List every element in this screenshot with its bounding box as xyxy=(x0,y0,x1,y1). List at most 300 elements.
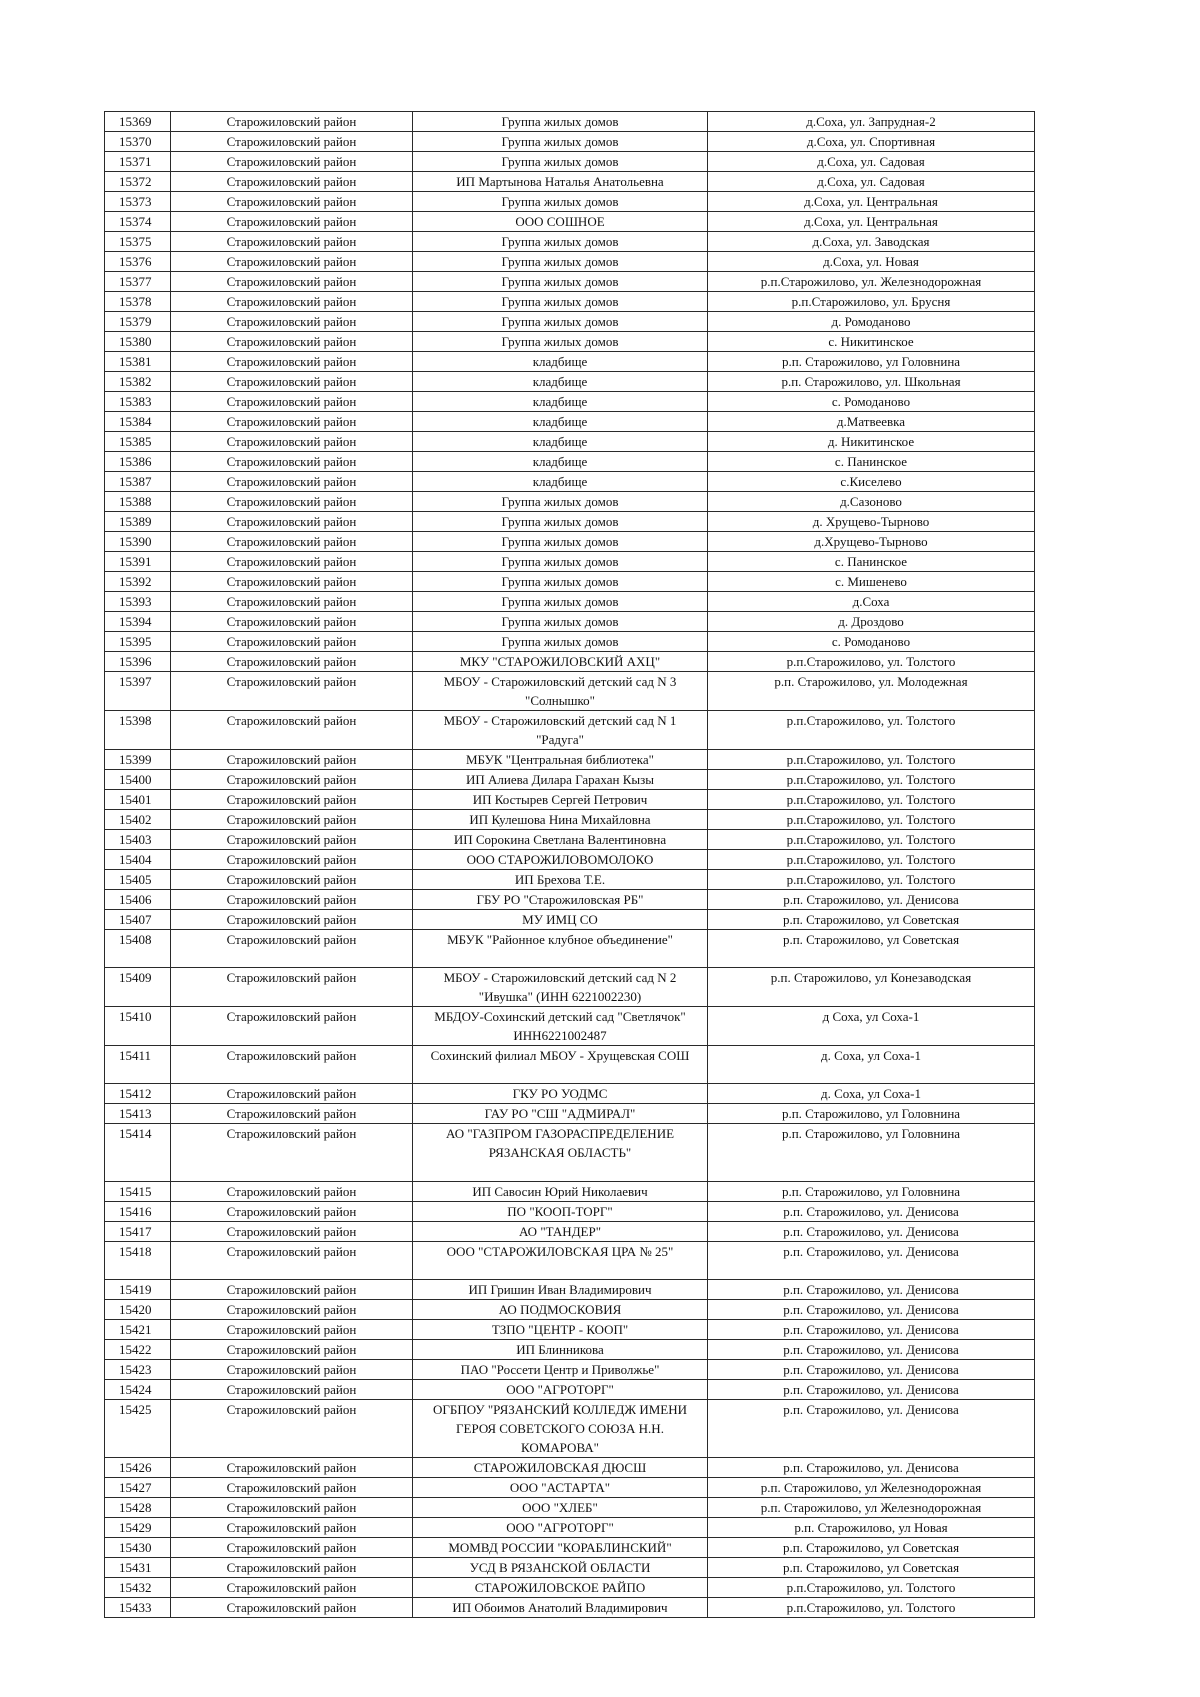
address-cell: д.Соха, ул. Запрудная-2 xyxy=(708,112,1035,132)
address-cell: д.Соха, ул. Новая xyxy=(708,252,1035,272)
district-cell: Старожиловский район xyxy=(171,1007,413,1046)
row-number-cell: 15386 xyxy=(105,452,171,472)
table-row xyxy=(105,930,1035,968)
district-cell: Старожиловский район xyxy=(171,632,413,652)
row-number-cell: 15384 xyxy=(105,412,171,432)
object-name-cell: Группа жилых домов xyxy=(413,552,708,572)
table-row xyxy=(105,412,1035,432)
object-name-cell: кладбище xyxy=(413,392,708,412)
table-row xyxy=(105,1124,1035,1182)
object-name-cell: ГАУ РО "СШ "АДМИРАЛ" xyxy=(413,1104,708,1124)
table-row xyxy=(105,1046,1035,1084)
address-cell: р.п. Старожилово, ул Железнодорожная xyxy=(708,1478,1035,1498)
district-cell: Старожиловский район xyxy=(171,292,413,312)
district-cell: Старожиловский район xyxy=(171,1202,413,1222)
row-number-cell: 15401 xyxy=(105,790,171,810)
address-cell: д. Ромоданово xyxy=(708,312,1035,332)
district-cell: Старожиловский район xyxy=(171,672,413,711)
address-cell: р.п.Старожилово, ул. Толстого xyxy=(708,850,1035,870)
object-name-cell: кладбище xyxy=(413,452,708,472)
district-cell: Старожиловский район xyxy=(171,1046,413,1084)
address-cell: д Соха, ул Соха-1 xyxy=(708,1007,1035,1046)
district-cell: Старожиловский район xyxy=(171,532,413,552)
district-cell: Старожиловский район xyxy=(171,1538,413,1558)
district-cell: Старожиловский район xyxy=(171,132,413,152)
address-cell: р.п. Старожилово, ул. Денисова xyxy=(708,1340,1035,1360)
table-row xyxy=(105,632,1035,652)
address-cell: р.п. Старожилово, ул. Денисова xyxy=(708,1280,1035,1300)
row-number-cell: 15374 xyxy=(105,212,171,232)
row-number-cell: 15410 xyxy=(105,1007,171,1046)
object-name-cell: ИП Алиева Дилара Гарахан Кызы xyxy=(413,770,708,790)
object-name-cell: Группа жилых домов xyxy=(413,312,708,332)
address-cell: р.п.Старожилово, ул. Толстого xyxy=(708,790,1035,810)
address-cell: р.п.Старожилово, ул. Толстого xyxy=(708,750,1035,770)
address-cell: р.п. Старожилово, ул Советская xyxy=(708,1558,1035,1578)
address-cell: р.п.Старожилово, ул. Толстого xyxy=(708,810,1035,830)
table-row xyxy=(105,850,1035,870)
table-row xyxy=(105,1400,1035,1458)
table-row xyxy=(105,1360,1035,1380)
district-cell: Старожиловский район xyxy=(171,1242,413,1280)
table-row xyxy=(105,112,1035,132)
table-row xyxy=(105,212,1035,232)
address-cell: р.п.Старожилово, ул. Брусня xyxy=(708,292,1035,312)
address-cell: д.Соха, ул. Заводская xyxy=(708,232,1035,252)
district-cell: Старожиловский район xyxy=(171,1084,413,1104)
object-name-cell: ООО "АГРОТОРГ" xyxy=(413,1518,708,1538)
address-cell: р.п. Старожилово, ул. Денисова xyxy=(708,890,1035,910)
row-number-cell: 15370 xyxy=(105,132,171,152)
row-number-cell: 15372 xyxy=(105,172,171,192)
address-cell: д.Хрущево-Тырново xyxy=(708,532,1035,552)
object-name-cell: Группа жилых домов xyxy=(413,232,708,252)
row-number-cell: 15409 xyxy=(105,968,171,1007)
row-number-cell: 15393 xyxy=(105,592,171,612)
district-cell: Старожиловский район xyxy=(171,1182,413,1202)
district-cell: Старожиловский район xyxy=(171,1124,413,1182)
address-cell: р.п. Старожилово, ул. Денисова xyxy=(708,1222,1035,1242)
table-row xyxy=(105,790,1035,810)
object-name-cell: кладбище xyxy=(413,472,708,492)
district-cell: Старожиловский район xyxy=(171,472,413,492)
table-row xyxy=(105,372,1035,392)
district-cell: Старожиловский район xyxy=(171,810,413,830)
district-cell: Старожиловский район xyxy=(171,1320,413,1340)
address-cell: р.п. Старожилово, ул. Денисова xyxy=(708,1380,1035,1400)
address-cell: р.п. Старожилово, ул Советская xyxy=(708,930,1035,968)
district-cell: Старожиловский район xyxy=(171,910,413,930)
table-row xyxy=(105,652,1035,672)
district-cell: Старожиловский район xyxy=(171,492,413,512)
object-name-cell: МБДОУ-Сохинский детский сад "Светлячок" ИНН6221002487 xyxy=(413,1007,708,1046)
table-row xyxy=(105,392,1035,412)
row-number-cell: 15431 xyxy=(105,1558,171,1578)
object-name-cell: Группа жилых домов xyxy=(413,632,708,652)
address-cell: д. Соха, ул Соха-1 xyxy=(708,1046,1035,1084)
table-row xyxy=(105,672,1035,711)
address-cell: с. Никитинское xyxy=(708,332,1035,352)
district-cell: Старожиловский район xyxy=(171,312,413,332)
address-cell: с.Киселево xyxy=(708,472,1035,492)
table-row xyxy=(105,910,1035,930)
district-cell: Старожиловский район xyxy=(171,352,413,372)
district-cell: Старожиловский район xyxy=(171,1498,413,1518)
district-cell: Старожиловский район xyxy=(171,432,413,452)
object-name-cell: СТАРОЖИЛОВСКАЯ ДЮСШ xyxy=(413,1458,708,1478)
object-name-cell: АО ПОДМОСКОВИЯ xyxy=(413,1300,708,1320)
address-cell: р.п.Старожилово, ул. Толстого xyxy=(708,870,1035,890)
object-name-cell: ОГБПОУ "РЯЗАНСКИЙ КОЛЛЕДЖ ИМЕНИ ГЕРОЯ СОВЕТСКОГО СОЮЗА Н.Н. КОМАРОВА" xyxy=(413,1400,708,1458)
table-row xyxy=(105,711,1035,750)
district-cell: Старожиловский район xyxy=(171,552,413,572)
object-name-cell: ИП Блинникова xyxy=(413,1340,708,1360)
address-cell: р.п. Старожилово, ул Головнина xyxy=(708,352,1035,372)
district-cell: Старожиловский район xyxy=(171,572,413,592)
table-row xyxy=(105,152,1035,172)
table-row xyxy=(105,1458,1035,1478)
address-cell: р.п. Старожилово, ул. Денисова xyxy=(708,1360,1035,1380)
row-number-cell: 15433 xyxy=(105,1598,171,1618)
table-row xyxy=(105,890,1035,910)
address-cell: с. Мишенево xyxy=(708,572,1035,592)
table-row xyxy=(105,292,1035,312)
object-name-cell: УСД В РЯЗАНСКОЙ ОБЛАСТИ xyxy=(413,1558,708,1578)
table-row xyxy=(105,1280,1035,1300)
address-cell: д.Соха, ул. Садовая xyxy=(708,152,1035,172)
address-cell: р.п. Старожилово, ул Головнина xyxy=(708,1182,1035,1202)
object-name-cell: Группа жилых домов xyxy=(413,112,708,132)
object-name-cell: МБУК "Центральная библиотека" xyxy=(413,750,708,770)
row-number-cell: 15400 xyxy=(105,770,171,790)
table-row xyxy=(105,452,1035,472)
table-row xyxy=(105,532,1035,552)
object-name-cell: ИП Обоимов Анатолий Владимирович xyxy=(413,1598,708,1618)
object-name-cell: ООО СОШНОЕ xyxy=(413,212,708,232)
table-row xyxy=(105,1380,1035,1400)
district-cell: Старожиловский район xyxy=(171,652,413,672)
address-cell: р.п.Старожилово, ул. Толстого xyxy=(708,770,1035,790)
table-row xyxy=(105,870,1035,890)
row-number-cell: 15427 xyxy=(105,1478,171,1498)
district-cell: Старожиловский район xyxy=(171,1222,413,1242)
table-row xyxy=(105,132,1035,152)
row-number-cell: 15391 xyxy=(105,552,171,572)
district-cell: Старожиловский район xyxy=(171,1458,413,1478)
row-number-cell: 15382 xyxy=(105,372,171,392)
address-cell: р.п.Старожилово, ул. Толстого xyxy=(708,711,1035,750)
table-row xyxy=(105,492,1035,512)
table-row xyxy=(105,1007,1035,1046)
row-number-cell: 15430 xyxy=(105,1538,171,1558)
row-number-cell: 15429 xyxy=(105,1518,171,1538)
row-number-cell: 15397 xyxy=(105,672,171,711)
table-row xyxy=(105,1242,1035,1280)
row-number-cell: 15389 xyxy=(105,512,171,532)
registry-table xyxy=(104,111,1035,1618)
object-name-cell: кладбище xyxy=(413,372,708,392)
row-number-cell: 15416 xyxy=(105,1202,171,1222)
row-number-cell: 15417 xyxy=(105,1222,171,1242)
row-number-cell: 15398 xyxy=(105,711,171,750)
row-number-cell: 15395 xyxy=(105,632,171,652)
object-name-cell: ИП Кулешова Нина Михайловна xyxy=(413,810,708,830)
object-name-cell: Группа жилых домов xyxy=(413,332,708,352)
table-row xyxy=(105,1320,1035,1340)
object-name-cell: Группа жилых домов xyxy=(413,512,708,532)
district-cell: Старожиловский район xyxy=(171,1400,413,1458)
row-number-cell: 15387 xyxy=(105,472,171,492)
district-cell: Старожиловский район xyxy=(171,232,413,252)
row-number-cell: 15394 xyxy=(105,612,171,632)
object-name-cell: ИП Брехова Т.Е. xyxy=(413,870,708,890)
address-cell: р.п.Старожилово, ул. Толстого xyxy=(708,1598,1035,1618)
table-row xyxy=(105,1182,1035,1202)
row-number-cell: 15405 xyxy=(105,870,171,890)
district-cell: Старожиловский район xyxy=(171,968,413,1007)
row-number-cell: 15412 xyxy=(105,1084,171,1104)
district-cell: Старожиловский район xyxy=(171,1578,413,1598)
object-name-cell: ООО "ХЛЕБ" xyxy=(413,1498,708,1518)
object-name-cell: ПАО "Россети Центр и Приволжье" xyxy=(413,1360,708,1380)
address-cell: р.п. Старожилово, ул. Денисова xyxy=(708,1242,1035,1280)
table-row xyxy=(105,1300,1035,1320)
table-row xyxy=(105,252,1035,272)
address-cell: с. Панинское xyxy=(708,452,1035,472)
row-number-cell: 15381 xyxy=(105,352,171,372)
table-row xyxy=(105,1578,1035,1598)
row-number-cell: 15373 xyxy=(105,192,171,212)
row-number-cell: 15408 xyxy=(105,930,171,968)
row-number-cell: 15406 xyxy=(105,890,171,910)
address-cell: р.п.Старожилово, ул. Толстого xyxy=(708,652,1035,672)
object-name-cell: МБОУ - Старожиловский детский сад N 1 "Радуга" xyxy=(413,711,708,750)
address-cell: р.п.Старожилово, ул. Толстого xyxy=(708,830,1035,850)
table-row xyxy=(105,592,1035,612)
address-cell: р.п. Старожилово, ул. Денисова xyxy=(708,1400,1035,1458)
address-cell: р.п. Старожилово, ул. Молодежная xyxy=(708,672,1035,711)
address-cell: д. Дроздово xyxy=(708,612,1035,632)
address-cell: р.п. Старожилово, ул Советская xyxy=(708,1538,1035,1558)
table-row xyxy=(105,612,1035,632)
district-cell: Старожиловский район xyxy=(171,711,413,750)
object-name-cell: МБОУ - Старожиловский детский сад N 3 "Солнышко" xyxy=(413,672,708,711)
district-cell: Старожиловский район xyxy=(171,612,413,632)
table-row xyxy=(105,472,1035,492)
table-row xyxy=(105,172,1035,192)
district-cell: Старожиловский район xyxy=(171,770,413,790)
object-name-cell: ГКУ РО УОДМС xyxy=(413,1084,708,1104)
district-cell: Старожиловский район xyxy=(171,1300,413,1320)
row-number-cell: 15423 xyxy=(105,1360,171,1380)
table-row xyxy=(105,432,1035,452)
row-number-cell: 15424 xyxy=(105,1380,171,1400)
row-number-cell: 15411 xyxy=(105,1046,171,1084)
district-cell: Старожиловский район xyxy=(171,272,413,292)
row-number-cell: 15380 xyxy=(105,332,171,352)
object-name-cell: Группа жилых домов xyxy=(413,612,708,632)
table-row xyxy=(105,332,1035,352)
district-cell: Старожиловский район xyxy=(171,172,413,192)
row-number-cell: 15378 xyxy=(105,292,171,312)
table-row xyxy=(105,232,1035,252)
table-row xyxy=(105,1518,1035,1538)
object-name-cell: МУ ИМЦ СО xyxy=(413,910,708,930)
object-name-cell: СТАРОЖИЛОВСКОЕ РАЙПО xyxy=(413,1578,708,1598)
district-cell: Старожиловский район xyxy=(171,830,413,850)
row-number-cell: 15426 xyxy=(105,1458,171,1478)
registry-body xyxy=(105,112,1035,1618)
object-name-cell: ООО "АГРОТОРГ" xyxy=(413,1380,708,1400)
address-cell: р.п. Старожилово, ул. Денисова xyxy=(708,1320,1035,1340)
object-name-cell: ИП Мартынова Наталья Анатольевна xyxy=(413,172,708,192)
table-row xyxy=(105,192,1035,212)
row-number-cell: 15402 xyxy=(105,810,171,830)
district-cell: Старожиловский район xyxy=(171,112,413,132)
district-cell: Старожиловский район xyxy=(171,1104,413,1124)
row-number-cell: 15383 xyxy=(105,392,171,412)
district-cell: Старожиловский район xyxy=(171,192,413,212)
address-cell: р.п.Старожилово, ул. Железнодорожная xyxy=(708,272,1035,292)
address-cell: д.Матвеевка xyxy=(708,412,1035,432)
district-cell: Старожиловский район xyxy=(171,870,413,890)
object-name-cell: кладбище xyxy=(413,412,708,432)
district-cell: Старожиловский район xyxy=(171,850,413,870)
table-row xyxy=(105,1538,1035,1558)
table-row xyxy=(105,1084,1035,1104)
address-cell: д.Соха xyxy=(708,592,1035,612)
address-cell: д.Соха, ул. Центральная xyxy=(708,212,1035,232)
object-name-cell: МОМВД РОССИИ "КОРАБЛИНСКИЙ" xyxy=(413,1538,708,1558)
address-cell: д.Соха, ул. Центральная xyxy=(708,192,1035,212)
district-cell: Старожиловский район xyxy=(171,750,413,770)
row-number-cell: 15371 xyxy=(105,152,171,172)
district-cell: Старожиловский район xyxy=(171,1478,413,1498)
row-number-cell: 15376 xyxy=(105,252,171,272)
address-cell: с. Ромоданово xyxy=(708,392,1035,412)
address-cell: р.п. Старожилово, ул. Денисова xyxy=(708,1458,1035,1478)
object-name-cell: Группа жилых домов xyxy=(413,292,708,312)
table-row xyxy=(105,272,1035,292)
address-cell: р.п. Старожилово, ул Железнодорожная xyxy=(708,1498,1035,1518)
row-number-cell: 15421 xyxy=(105,1320,171,1340)
row-number-cell: 15422 xyxy=(105,1340,171,1360)
object-name-cell: МБОУ - Старожиловский детский сад N 2 "Ивушка" (ИНН 6221002230) xyxy=(413,968,708,1007)
row-number-cell: 15413 xyxy=(105,1104,171,1124)
row-number-cell: 15418 xyxy=(105,1242,171,1280)
district-cell: Старожиловский район xyxy=(171,152,413,172)
row-number-cell: 15432 xyxy=(105,1578,171,1598)
address-cell: р.п. Старожилово, ул Новая xyxy=(708,1518,1035,1538)
table-row xyxy=(105,1340,1035,1360)
district-cell: Старожиловский район xyxy=(171,890,413,910)
address-cell: д.Соха, ул. Спортивная xyxy=(708,132,1035,152)
district-cell: Старожиловский район xyxy=(171,252,413,272)
row-number-cell: 15419 xyxy=(105,1280,171,1300)
object-name-cell: кладбище xyxy=(413,352,708,372)
address-cell: д. Соха, ул Соха-1 xyxy=(708,1084,1035,1104)
address-cell: д. Хрущево-Тырново xyxy=(708,512,1035,532)
address-cell: д. Никитинское xyxy=(708,432,1035,452)
object-name-cell: ИП Савосин Юрий Николаевич xyxy=(413,1182,708,1202)
address-cell: р.п.Старожилово, ул. Толстого xyxy=(708,1578,1035,1598)
row-number-cell: 15403 xyxy=(105,830,171,850)
object-name-cell: Группа жилых домов xyxy=(413,272,708,292)
object-name-cell: Группа жилых домов xyxy=(413,572,708,592)
district-cell: Старожиловский район xyxy=(171,592,413,612)
object-name-cell: МКУ "СТАРОЖИЛОВСКИЙ АХЦ" xyxy=(413,652,708,672)
district-cell: Старожиловский район xyxy=(171,512,413,532)
object-name-cell: Группа жилых домов xyxy=(413,252,708,272)
district-cell: Старожиловский район xyxy=(171,1558,413,1578)
address-cell: р.п. Старожилово, ул Головнина xyxy=(708,1124,1035,1182)
address-cell: р.п. Старожилово, ул. Денисова xyxy=(708,1300,1035,1320)
row-number-cell: 15399 xyxy=(105,750,171,770)
row-number-cell: 15390 xyxy=(105,532,171,552)
object-name-cell: кладбище xyxy=(413,432,708,452)
table-row xyxy=(105,312,1035,332)
district-cell: Старожиловский район xyxy=(171,212,413,232)
row-number-cell: 15379 xyxy=(105,312,171,332)
row-number-cell: 15428 xyxy=(105,1498,171,1518)
row-number-cell: 15377 xyxy=(105,272,171,292)
district-cell: Старожиловский район xyxy=(171,1360,413,1380)
row-number-cell: 15415 xyxy=(105,1182,171,1202)
table-row xyxy=(105,552,1035,572)
object-name-cell: ООО "СТАРОЖИЛОВСКАЯ ЦРА № 25" xyxy=(413,1242,708,1280)
row-number-cell: 15392 xyxy=(105,572,171,592)
row-number-cell: 15414 xyxy=(105,1124,171,1182)
row-number-cell: 15404 xyxy=(105,850,171,870)
address-cell: р.п. Старожилово, ул. Денисова xyxy=(708,1202,1035,1222)
district-cell: Старожиловский район xyxy=(171,1518,413,1538)
row-number-cell: 15385 xyxy=(105,432,171,452)
row-number-cell: 15396 xyxy=(105,652,171,672)
address-cell: р.п. Старожилово, ул Головнина xyxy=(708,1104,1035,1124)
object-name-cell: Группа жилых домов xyxy=(413,132,708,152)
district-cell: Старожиловский район xyxy=(171,790,413,810)
row-number-cell: 15375 xyxy=(105,232,171,252)
table-row xyxy=(105,750,1035,770)
address-cell: р.п. Старожилово, ул Конезаводская xyxy=(708,968,1035,1007)
object-name-cell: ИП Костырев Сергей Петрович xyxy=(413,790,708,810)
object-name-cell: ПО "КООП-ТОРГ" xyxy=(413,1202,708,1222)
object-name-cell: Группа жилых домов xyxy=(413,192,708,212)
table-row xyxy=(105,1558,1035,1578)
table-row xyxy=(105,1498,1035,1518)
object-name-cell: ТЗПО "ЦЕНТР - КООП" xyxy=(413,1320,708,1340)
address-cell: р.п. Старожилово, ул Советская xyxy=(708,910,1035,930)
table-row xyxy=(105,830,1035,850)
row-number-cell: 15388 xyxy=(105,492,171,512)
object-name-cell: Группа жилых домов xyxy=(413,592,708,612)
row-number-cell: 15407 xyxy=(105,910,171,930)
object-name-cell: ИП Гришин Иван Владимирович xyxy=(413,1280,708,1300)
table-row xyxy=(105,572,1035,592)
district-cell: Старожиловский район xyxy=(171,930,413,968)
table-row xyxy=(105,1202,1035,1222)
table-row xyxy=(105,770,1035,790)
object-name-cell: ООО СТАРОЖИЛОВОМОЛОКО xyxy=(413,850,708,870)
table-row xyxy=(105,810,1035,830)
object-name-cell: Группа жилых домов xyxy=(413,492,708,512)
district-cell: Старожиловский район xyxy=(171,1280,413,1300)
district-cell: Старожиловский район xyxy=(171,1598,413,1618)
table-row xyxy=(105,1478,1035,1498)
table-row xyxy=(105,1222,1035,1242)
object-name-cell: АО "ГАЗПРОМ ГАЗОРАСПРЕДЕЛЕНИЕ РЯЗАНСКАЯ ОБЛАСТЬ" xyxy=(413,1124,708,1182)
district-cell: Старожиловский район xyxy=(171,392,413,412)
